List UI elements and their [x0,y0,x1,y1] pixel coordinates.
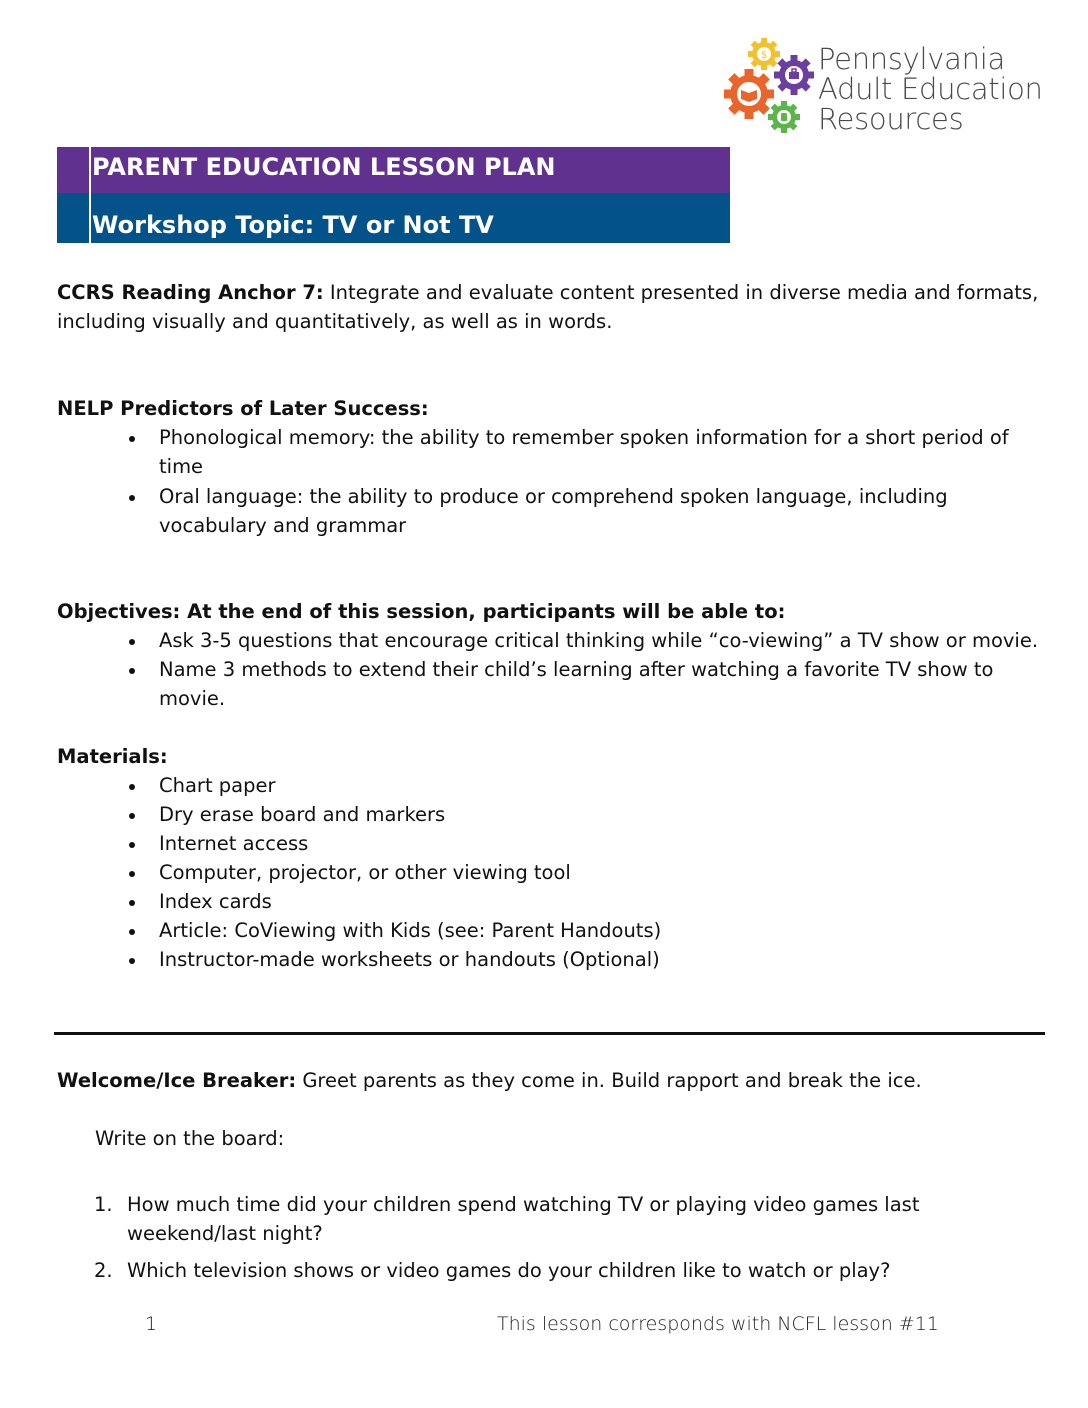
list-item [94,1256,994,1285]
page-title: PARENT EDUCATION LESSON PLAN [92,153,556,181]
logo-line: Adult Education [818,72,1043,106]
section-divider [54,1032,1045,1035]
title-banner [57,147,730,193]
welcome-text: Greet parents as they come in. Build rapport and break the ice. [296,1069,922,1092]
list-item: Ask 3-5 questions that encourage critical thinking while “co-viewing” a TV show or movie. [125,626,1045,655]
logo-wordmark [818,44,1043,134]
nelp-list [125,423,1045,540]
list-item: Name 3 methods to extend their child’s learning after watching a favorite TV show to movie. [125,655,1045,713]
list-item: Phonological memory: the ability to remember spoken information for a short period of time [125,423,1045,481]
footer-note: This lesson corresponds with NCFL lesson #11 [497,1313,939,1335]
svg-text:$: $ [760,50,768,61]
list-item [94,1190,994,1248]
list-item: Chart paper [125,771,1045,800]
list-item: Oral language: the ability to produce or comprehend spoken language, including vocabulary and grammar [125,482,1045,540]
question-text: How much time did your children spend watching TV or playing video games last weekend/last night? [127,1193,920,1245]
list-item: Internet access [125,829,1045,858]
gears-icon [722,38,818,138]
question-number: 2. [94,1259,113,1282]
ccrs-paragraph [57,278,1047,336]
welcome-label: Welcome/Ice Breaker: [57,1069,297,1092]
question-text: Which television shows or video games do your children like to watch or play? [127,1259,891,1282]
materials-list [125,771,1045,974]
board-instruction: Write on the board: [95,1127,285,1150]
ccrs-text: Integrate and evaluate content presented in diverse media and formats, including visually and quantitatively, as well as in words. [57,281,1039,333]
workshop-topic: Workshop Topic: TV or Not TV [92,211,494,239]
objectives-list [125,626,1045,713]
logo-line: Resources [818,102,964,136]
list-item: Dry erase board and markers [125,800,1045,829]
nelp-heading: NELP Predictors of Later Success: [57,397,429,420]
question-number: 1. [94,1193,113,1216]
topic-banner [57,193,730,243]
list-item: Computer, projector, or other viewing tool [125,858,1045,887]
list-item: Index cards [125,887,1045,916]
list-item: Article: CoViewing with Kids (see: Parent Handouts) [125,916,1045,945]
pa-adult-education-logo [722,38,1052,138]
logo-line: Pennsylvania [818,42,1005,76]
page-number: 1 [145,1313,158,1335]
welcome-paragraph [57,1066,1047,1095]
list-item: Instructor-made worksheets or handouts (Optional) [125,945,1045,974]
ccrs-label: CCRS Reading Anchor 7: [57,281,324,304]
materials-heading: Materials: [57,745,168,768]
board-questions [94,1190,994,1293]
objectives-heading: Objectives: At the end of this session, participants will be able to: [57,600,786,623]
